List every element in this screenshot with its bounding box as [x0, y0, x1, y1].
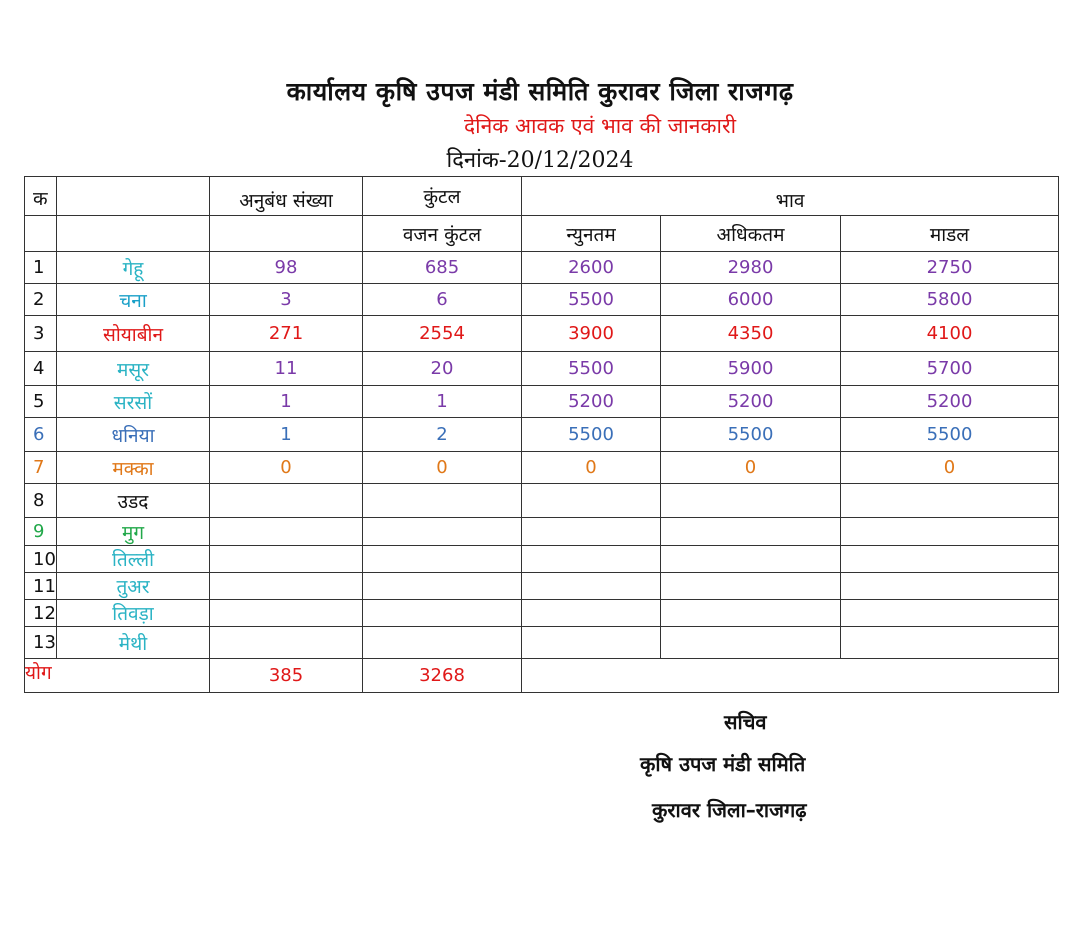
header-row-2 — [25, 216, 1059, 252]
row-max: 0 — [661, 452, 841, 484]
row-model: 5200 — [841, 386, 1059, 418]
header-blank-1 — [25, 216, 57, 252]
row-quintal: 6 — [363, 284, 522, 316]
row-min — [522, 600, 661, 627]
header-max: अधिकतम — [661, 216, 841, 252]
table-row — [25, 627, 1059, 659]
row-quintal — [363, 600, 522, 627]
row-sno: 10 — [25, 546, 57, 573]
row-quintal — [363, 546, 522, 573]
row-anubandh — [210, 600, 363, 627]
row-crop: मसूर — [57, 352, 210, 386]
total-bhav-blank — [522, 659, 1059, 693]
row-anubandh — [210, 627, 363, 659]
row-min — [522, 627, 661, 659]
row-anubandh — [210, 546, 363, 573]
signature-title: सचिव — [724, 710, 767, 734]
row-anubandh: 11 — [210, 352, 363, 386]
row-model: 5700 — [841, 352, 1059, 386]
header-min: न्युनतम — [522, 216, 661, 252]
header-weight: वजन कुंटल — [363, 216, 522, 252]
row-crop: गेहू — [57, 252, 210, 284]
row-anubandh — [210, 484, 363, 518]
table-row — [25, 418, 1059, 452]
total-anubandh: 385 — [210, 659, 363, 693]
date-value: 20/12/2024 — [506, 148, 634, 173]
row-anubandh: 1 — [210, 418, 363, 452]
row-min: 5200 — [522, 386, 661, 418]
row-anubandh: 1 — [210, 386, 363, 418]
row-sno: 1 — [25, 252, 57, 284]
row-max: 4350 — [661, 316, 841, 352]
row-sno: 3 — [25, 316, 57, 352]
row-max — [661, 518, 841, 546]
header-model: माडल — [841, 216, 1059, 252]
row-anubandh: 98 — [210, 252, 363, 284]
header-sno: क — [25, 177, 57, 216]
header-bhav: भाव — [522, 177, 1059, 216]
row-sno: 7 — [25, 452, 57, 484]
date-label: दिनांक- — [446, 148, 507, 173]
row-model: 5500 — [841, 418, 1059, 452]
row-crop: सरसों — [57, 386, 210, 418]
total-row — [25, 659, 1059, 693]
row-crop: चना — [57, 284, 210, 316]
row-anubandh — [210, 518, 363, 546]
row-model — [841, 573, 1059, 600]
row-quintal — [363, 484, 522, 518]
row-max — [661, 627, 841, 659]
table-row — [25, 252, 1059, 284]
row-quintal: 1 — [363, 386, 522, 418]
row-quintal: 0 — [363, 452, 522, 484]
row-sno: 6 — [25, 418, 57, 452]
row-model — [841, 546, 1059, 573]
total-quintal: 3268 — [363, 659, 522, 693]
row-model — [841, 484, 1059, 518]
row-crop: धनिया — [57, 418, 210, 452]
row-sno: 5 — [25, 386, 57, 418]
header-blank-2 — [57, 216, 210, 252]
row-min — [522, 546, 661, 573]
row-model: 2750 — [841, 252, 1059, 284]
row-quintal: 685 — [363, 252, 522, 284]
row-min: 5500 — [522, 418, 661, 452]
row-min: 0 — [522, 452, 661, 484]
row-crop: मुग — [57, 518, 210, 546]
row-sno: 11 — [25, 573, 57, 600]
row-quintal — [363, 573, 522, 600]
row-crop: मक्का — [57, 452, 210, 484]
row-max: 5200 — [661, 386, 841, 418]
row-max — [661, 573, 841, 600]
row-crop: सोयाबीन — [57, 316, 210, 352]
row-sno: 2 — [25, 284, 57, 316]
mandi-rates-table — [24, 176, 1059, 693]
table-row — [25, 352, 1059, 386]
table-row — [25, 484, 1059, 518]
header-blank-3 — [210, 216, 363, 252]
signature-location: कुरावर जिला–राजगढ़ — [652, 798, 807, 822]
header-crop-blank — [57, 177, 210, 216]
row-max — [661, 484, 841, 518]
row-max: 5900 — [661, 352, 841, 386]
rates-body — [25, 177, 1059, 693]
row-min: 3900 — [522, 316, 661, 352]
table-row — [25, 316, 1059, 352]
row-quintal: 2 — [363, 418, 522, 452]
row-crop: उडद — [57, 484, 210, 518]
row-anubandh: 271 — [210, 316, 363, 352]
row-crop: मेथी — [57, 627, 210, 659]
report-subtitle: देनिक आवक एवं भाव की जानकारी — [463, 114, 737, 138]
header-quintal: कुंटल — [363, 177, 522, 216]
row-model — [841, 600, 1059, 627]
row-min — [522, 573, 661, 600]
row-max: 2980 — [661, 252, 841, 284]
row-max: 6000 — [661, 284, 841, 316]
row-model: 5800 — [841, 284, 1059, 316]
row-sno: 12 — [25, 600, 57, 627]
row-anubandh — [210, 573, 363, 600]
row-crop: तिवड़ा — [57, 600, 210, 627]
row-quintal — [363, 627, 522, 659]
table-row — [25, 600, 1059, 627]
table-row — [25, 284, 1059, 316]
row-model — [841, 627, 1059, 659]
office-title: कार्यालय कृषि उपज मंडी समिति कुरावर जिला राजगढ़ — [286, 77, 794, 106]
row-min: 5500 — [522, 284, 661, 316]
row-min: 5500 — [522, 352, 661, 386]
header-row-1 — [25, 177, 1059, 216]
row-model: 0 — [841, 452, 1059, 484]
row-quintal — [363, 518, 522, 546]
header-anubandh: अनुबंध संख्या — [210, 177, 363, 216]
row-sno: 4 — [25, 352, 57, 386]
row-max: 5500 — [661, 418, 841, 452]
row-sno: 13 — [25, 627, 57, 659]
table-row — [25, 452, 1059, 484]
row-crop: तुअर — [57, 573, 210, 600]
row-crop: तिल्ली — [57, 546, 210, 573]
table-row — [25, 386, 1059, 418]
row-anubandh: 0 — [210, 452, 363, 484]
row-model — [841, 518, 1059, 546]
row-quintal: 20 — [363, 352, 522, 386]
row-model: 4100 — [841, 316, 1059, 352]
row-min: 2600 — [522, 252, 661, 284]
total-label: योग — [25, 659, 210, 693]
row-max — [661, 546, 841, 573]
report-date — [0, 144, 1080, 174]
table-row — [25, 518, 1059, 546]
row-min — [522, 518, 661, 546]
row-max — [661, 600, 841, 627]
row-anubandh: 3 — [210, 284, 363, 316]
row-sno: 9 — [25, 518, 57, 546]
table-row — [25, 546, 1059, 573]
row-min — [522, 484, 661, 518]
table-row — [25, 573, 1059, 600]
row-sno: 8 — [25, 484, 57, 518]
signature-committee: कृषि उपज मंडी समिति — [640, 752, 806, 776]
row-quintal: 2554 — [363, 316, 522, 352]
